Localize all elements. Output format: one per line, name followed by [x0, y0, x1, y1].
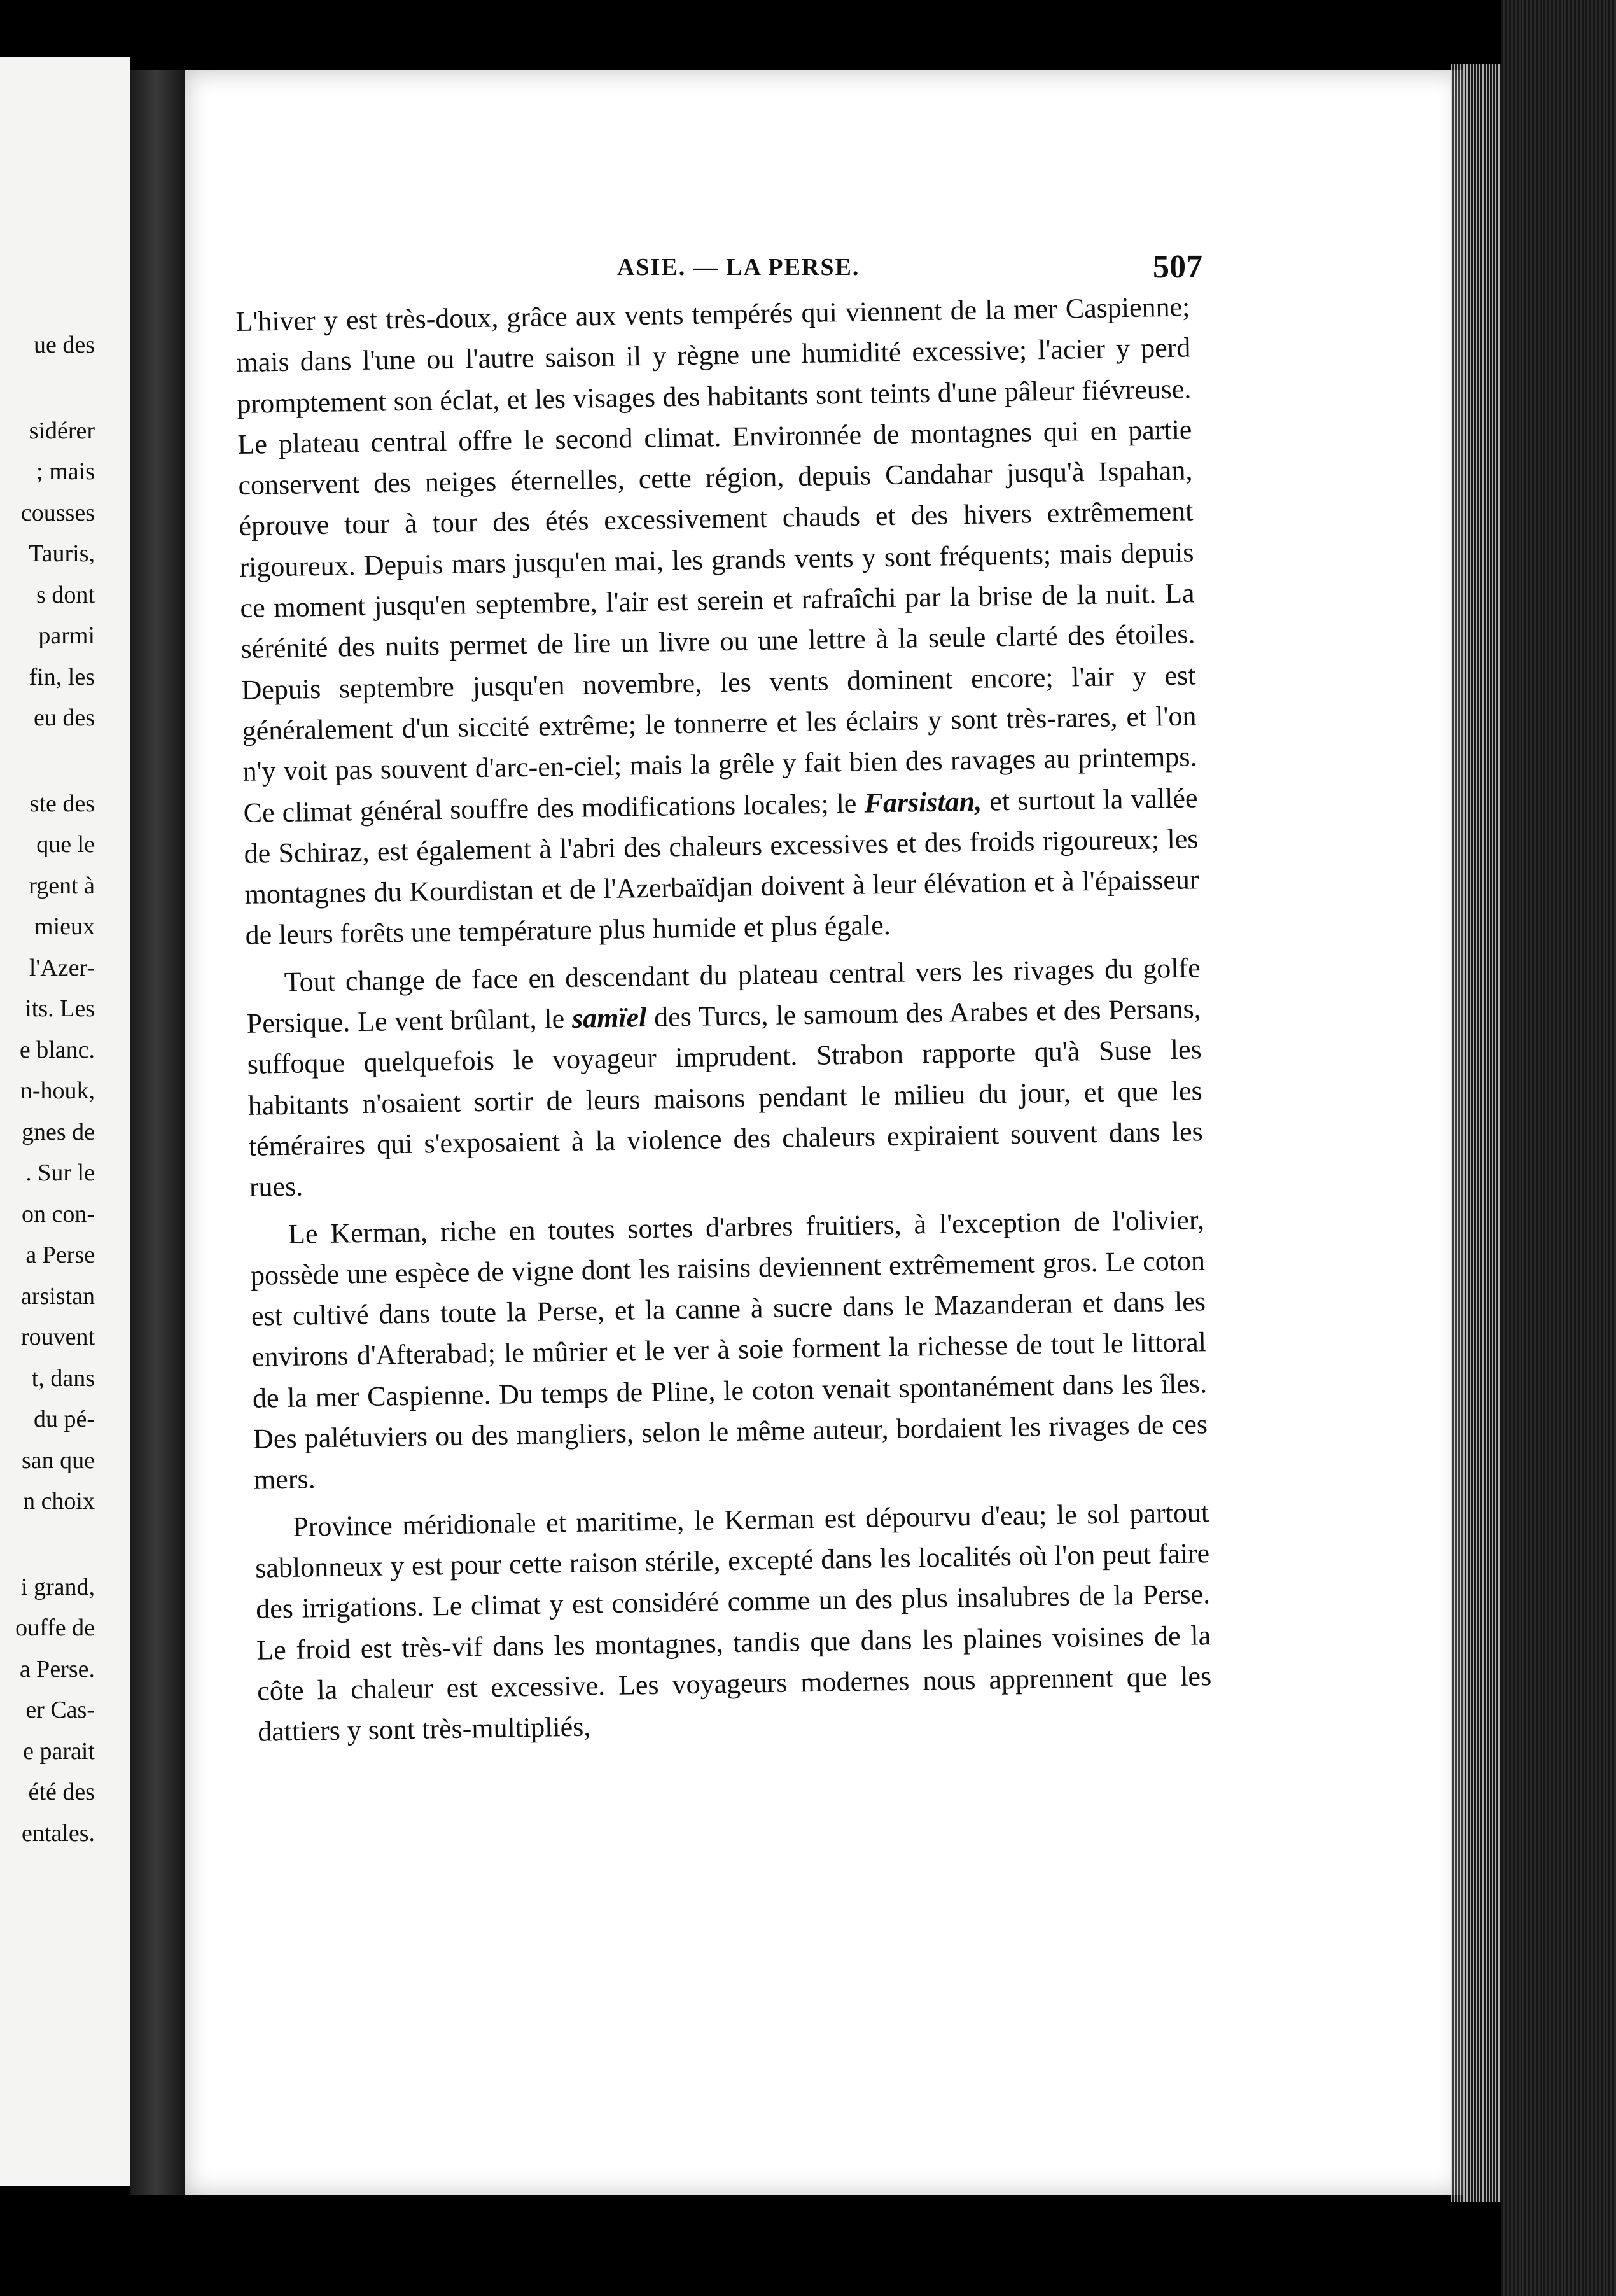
left-page-fragment: arsistan [20, 1282, 95, 1310]
left-page-fragment: a Perse [25, 1242, 95, 1268]
left-page-line-fragments [15, 325, 95, 1854]
left-page-fragment: parmi [38, 622, 95, 649]
paragraph [235, 286, 1200, 956]
left-page-fragment: t, dans [31, 1364, 95, 1392]
paragraph-text: Province méridionale et maritime, le Kerman est dépourvu d'eau; le sol partout sablonneux y est pour cette raison stérile, excepté dans les localités où l'on peut faire des irrigations. Le climat y est considéré comme un des plus insalubres de la Perse. Le froid est très-vif dans les montagnes, tandis que dans les plaines voisines de la côte la chaleur est excessive. Les voyageurs modernes nous apprennent que les dattiers y sont très-multipliés, [254, 1496, 1212, 1747]
left-page-fragment: er Cas- [25, 1697, 95, 1723]
paragraph [254, 1492, 1213, 1753]
left-page-fragment: eu des [33, 704, 95, 731]
paragraph [250, 1200, 1209, 1501]
left-page-fragment: ue des [33, 332, 95, 358]
paragraph-text: Le Kerman, riche en toutes sortes d'arbres fruitiers, à l'exception de l'olivier, possède une espèce de vigne dont les raisins deviennent extrêmement gros. Le coton est cultivé dans toute la Perse, et la canne à sucre dans le Mazanderan et dans les environs d'Afterabad; le mûrier et le ver à soie forment la richesse de tout le littoral de la mer Caspienne. Du temps de Pline, le coton venait spontanément dans les îles. Des palétuviers ou des mangliers, selon le même auteur, bordaient les rivages de ces mers. [250, 1203, 1208, 1496]
left-page-fragment: e parait [23, 1737, 95, 1765]
left-page-fragment: e blanc. [19, 1036, 95, 1063]
left-page-fragment: on con- [21, 1200, 95, 1228]
left-page-fragment [15, 1522, 95, 1567]
left-page-fragment: entales. [21, 1819, 95, 1847]
left-page-fragment: n-houk, [20, 1077, 95, 1104]
left-page-fragment: i grand, [20, 1573, 95, 1600]
emphasized-term: Farsistan, [864, 785, 982, 819]
left-page-fragment: cousses [20, 499, 95, 526]
left-page-fragment: que le [36, 831, 95, 858]
left-facing-page [0, 57, 130, 2186]
paragraph-text: et surtout la vallée de Schiraz, est également à l'abri des chaleurs excessives et des froids rigoureux; les montagnes du Kourdistan et de l'Azerbaïdjan doivent à leur élévation et à l'épaisseur de leurs forêts une température plus humide et plus égale. [244, 781, 1199, 951]
emphasized-term: samïel [571, 1002, 647, 1034]
paragraph-text: Tout change de face en descendant du plateau central vers les rivages du golfe Persique. Le vent brûlant, le [246, 952, 1201, 1039]
left-page-fragment: Tauris, [29, 540, 95, 567]
page-number: 507 [1153, 249, 1202, 285]
left-page-fragment: n choix [23, 1488, 95, 1515]
paragraph-text: des Turcs, le samoum des Arabes et des Persans, suffoque quelquefois le voyageur imprudent. Strabon rapporte qu'à Suse les habitants n'osaient sortir de leurs maisons pendant le milieu du jour, et que les téméraires qui s'exposaient à la violence des chaleurs expiraient souvent dans les rues. [247, 993, 1204, 1203]
body-text [235, 286, 1213, 1753]
left-page-fragment: s dont [36, 581, 95, 608]
book-right-edge [1501, 0, 1616, 2296]
left-page-fragment: ouffe de [15, 1614, 95, 1641]
left-page-fragment: gnes de [21, 1118, 95, 1145]
left-page-fragment: du pé- [33, 1406, 95, 1432]
left-page-fragment [15, 739, 95, 783]
paragraph-text: L'hiver y est très-doux, grâce aux vents tempérés qui viennent de la mer Caspienne; mais dans l'une ou l'autre saison il y règne une humidité excessive; l'acier y perd promptement son éclat, et les visages des habitants sont teints d'une pâleur fiévreuse. Le plateau central offre le second climat. Environnée de montagnes qui en partie conservent des neiges éternelles, cette région, depuis Candahar jusqu'à Ispahan, éprouve tour à tour des étés excessivement chauds et des hivers extrêmement rigoureux. Depuis mars jusqu'en mai, les grands vents y sont fréquents; mais depuis ce moment jusqu'en septembre, l'air est serein et rafraîchi par la brise de la nuit. La sérénité des nuits permet de lire un livre ou une lettre à la seule clarté des étoiles. Depuis septembre jusqu'en novembre, les vents dominent encore; l'air y est généralement d'un siccité extrême; le tonnerre et les éclairs y sont très-rares, et l'on n'y voit pas souvent d'arc-en-ciel; mais la grêle y fait bien des ravages au printemps. Ce climat général souffre des modifications locales; le [235, 291, 1197, 829]
left-page-fragment: its. Les [25, 995, 95, 1022]
left-page-fragment: rgent à [29, 872, 95, 899]
left-page-fragment: mieux [34, 913, 95, 940]
left-page-fragment [15, 366, 95, 410]
left-page-fragment: sidérer [29, 417, 95, 444]
left-page-fragment: san que [21, 1446, 95, 1474]
left-page-fragment: a Perse. [19, 1655, 95, 1683]
left-page-fragment: rouvent [20, 1324, 95, 1350]
running-head [235, 249, 1202, 291]
left-page-fragment: l'Azer- [29, 954, 95, 981]
paragraph [246, 948, 1204, 1208]
left-page-fragment: fin, les [29, 663, 95, 690]
left-page-fragment: . Sur le [25, 1159, 95, 1186]
left-page-fragment: ; mais [36, 458, 95, 485]
left-page-fragment: ste des [29, 790, 95, 817]
left-page-fragment: été des [28, 1779, 95, 1805]
page-edges [1451, 64, 1501, 2202]
running-head-title: ASIE. — LA PERSE. [617, 254, 860, 281]
